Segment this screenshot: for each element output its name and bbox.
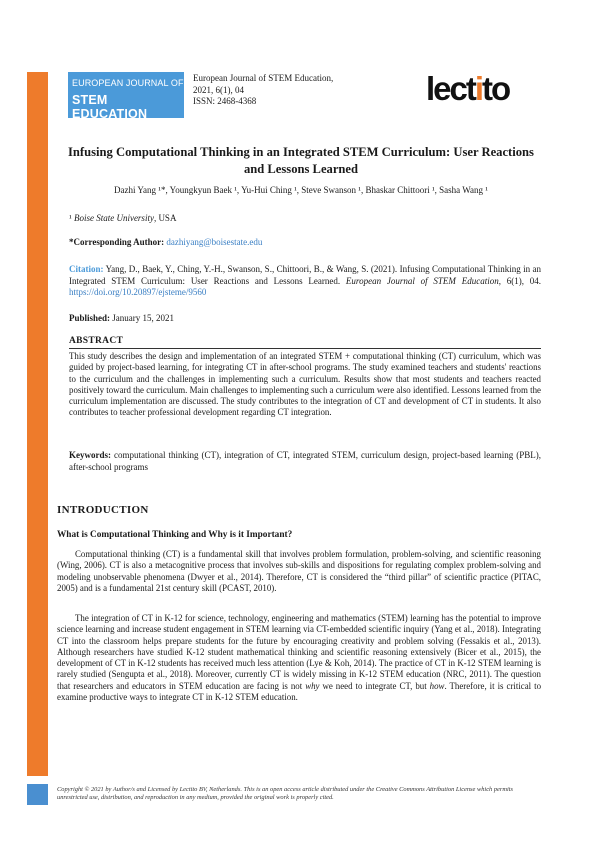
article-title: Infusing Computational Thinking in an Integrated STEM Curriculum: User Reactions and Lessons Learned [68,145,534,176]
affiliation-country: , USA [153,213,177,223]
citation-journal: European Journal of STEM Education [345,275,499,286]
corresponding-email-link[interactable]: dazhiyang@boisestate.edu [166,237,263,247]
intro-paragraph-2-text [57,613,541,703]
para2-how: how [429,680,445,691]
affiliation-sup: ¹ [69,213,72,223]
journal-info-name: European Journal of STEM Education, [193,73,334,83]
published-label: Published: [69,313,111,323]
abstract-text: This study describes the design and implementation of an integrated STEM + computational thinking (CT) curriculum, which was guided by project-based learning, for integrating CT in after-school programs. The study examined teachers and students' reactions to the curriculum and the challenges in implementing such a curriculum. Results show that most students and teachers reacted positively toward the curriculum. Main challenges to implementing such a curriculum were also identified. Lessons learned from the curriculum implementation are discussed. The study contributes to the integration of CT and development of CT in students. It also contributes to teacher professional development regarding CT integration. [69,351,541,418]
journal-info [193,73,333,108]
keywords-block [69,450,541,473]
intro-paragraph-2 [57,613,541,703]
subsection-heading-ct: What is Computational Thinking and Why is it Important? [57,530,293,540]
para2-why: why [305,680,320,691]
para2-mid: we need to integrate CT, but [322,680,427,691]
affiliation-name: Boise State University [73,213,154,223]
corresponding-label: *Corresponding Author: [69,237,165,247]
keywords-label: Keywords: [69,450,111,460]
abstract-divider [69,348,541,349]
journal-logo-line2: STEM EDUCATION [72,93,148,121]
publisher-logo-pre: lect [426,70,475,107]
journal-logo-line1: EUROPEAN JOURNAL OF [72,78,184,88]
intro-paragraph-1 [57,549,541,594]
citation-label: Citation: [69,264,104,274]
publisher-logo-post: to [482,70,510,107]
published-date [69,313,174,323]
citation-block [69,264,541,299]
article-authors: Dazhi Yang ¹*, Youngkyun Baek ¹, Yu-Hui Ching ¹, Steve Swanson ¹, Bhaskar Chittoori ¹, Sasha Wang ¹ [114,185,488,195]
para2-end: . Therefore, it is critical to examine productive ways to integrate CT in K-12 STEM education. [57,680,542,703]
para2-main: The integration of CT in K-12 for science, technology, engineering and mathematics (STEM) learning has the potential to improve science learning and increase student engagement in STEM learning via CT-embedded scientific inquiry (Yang et al., 2018). Integrating CT into the classroom helps prepare students for the future by encouraging creativity and problem solving (Fessakis et al., 2013). Although researchers have studied K-12 student mathematical thinking and scientific reasoning extensively (Bicer et al., 2015), the development of CT in K-12 students has received much less attention (Lye & Koh, 2014). The practice of CT in K-12 STEM learning is rarely studied (Sengupta et al., 2018). Moreover, currently CT is widely missing in K-12 STEM education (NRC, 2011). The question that researchers and educators in STEM education are facing is not [57,613,541,691]
intro-paragraph-1-text: Computational thinking (CT) is a fundamental skill that involves problem formulation, problem-solving, and scientific reasoning (Wing, 2006). CT is also a metacognitive process that involves sub-skills and dispositions for regulating complex problem-solving and modeling unobservable phenomena (Dwyer et al., 2014). Therefore, CT is considered the “third pillar” of scientific practice (PITAC, 2005) and is a fundamental 21st century skill (PCAST, 2010). [57,549,541,593]
article-affiliation [69,213,176,223]
publisher-logo [426,70,509,108]
citation-doi-link[interactable]: https://doi.org/10.20897/ejsteme/9560 [69,287,207,297]
journal-info-issn: ISSN: 2468-4368 [193,96,257,106]
journal-logo [68,72,184,121]
publisher-logo-accent: i [474,70,483,107]
abstract-heading: ABSTRACT [69,336,124,346]
journal-info-issue: 2021, 6(1), 04 [193,84,244,95]
citation-text: Yang, D., Baek, Y., Ching, Y.-H., Swanson, S., Chittoori, B., & Wang, S. (2021). Infusing Computational Thinking in an Integrated STEM Curriculum: User Reactions and Lessons Learned. [69,264,541,286]
published-value: January 15, 2021 [112,313,175,323]
section-heading-introduction: INTRODUCTION [57,504,149,516]
corresponding-author [69,237,262,247]
copyright-footer: Copyright © 2021 by Author/s and Licensed by Lectito BV, Netherlands. This is an open access article distributed under the Creative Commons Attribution License which permits unrestricted use, distribution, and reproduction in any medium, provided the original work is properly cited. [57,786,514,802]
citation-issue: , 6(1), 04. [498,275,542,286]
keywords-text: computational thinking (CT), integration of CT, integrated STEM, curriculum design, project-based learning (PBL), after-school programs [69,450,542,472]
side-accent-square [27,784,48,805]
side-accent-bar [27,72,48,776]
